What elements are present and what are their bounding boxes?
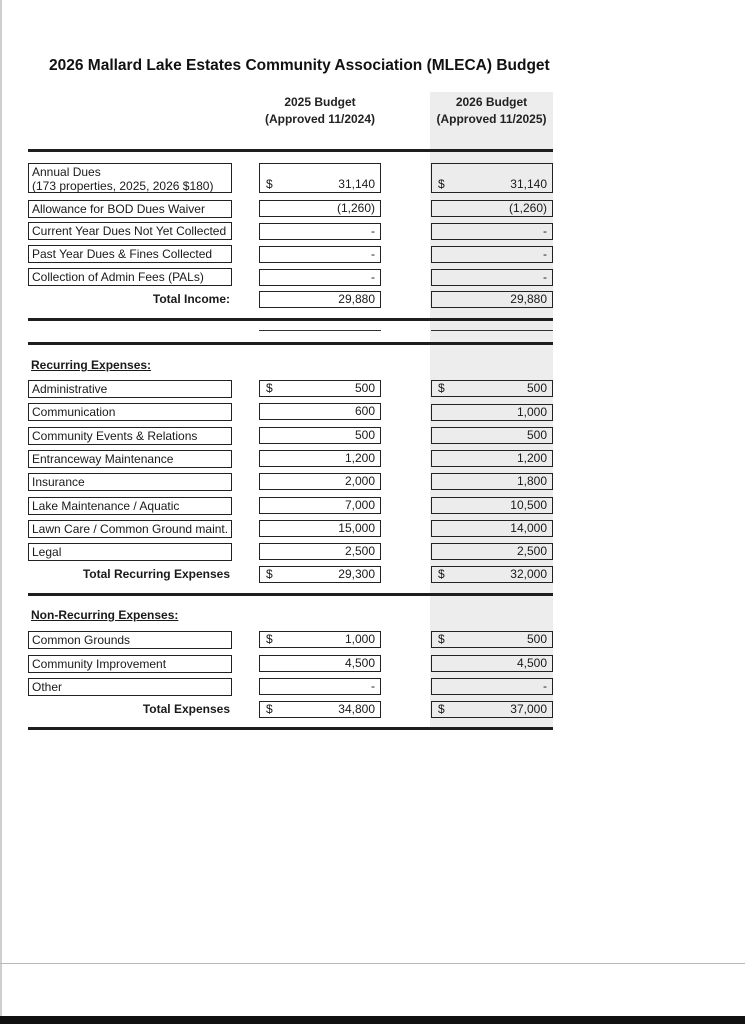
total-recurring-2025	[259, 566, 381, 583]
total-income-2025	[259, 291, 381, 308]
expense-label: Entranceway Maintenance	[28, 450, 232, 468]
document-title: 2026 Mallard Lake Estates Community Association (MLECA) Budget	[49, 57, 550, 74]
amount: 32,000	[510, 567, 547, 581]
amount: -	[371, 679, 375, 693]
expense-label: Community Events & Relations	[28, 427, 232, 445]
amount: 1,000	[344, 632, 375, 646]
expense-2025-value	[259, 520, 381, 537]
currency-symbol: $	[438, 632, 445, 646]
expense-2025-value	[259, 543, 381, 560]
header-divider	[28, 149, 553, 152]
section-divider	[28, 593, 553, 596]
expense-2025-value	[259, 450, 381, 467]
total-recurring-2026	[431, 566, 553, 583]
amount: -	[371, 247, 375, 261]
currency-symbol: $	[266, 632, 273, 646]
amount: 1,800	[516, 474, 547, 488]
expense-2026-value	[431, 520, 553, 537]
amount: -	[371, 224, 375, 238]
amount: 4,500	[344, 656, 375, 670]
expense-2026-value	[431, 678, 553, 695]
amount: 10,500	[510, 498, 547, 512]
amount: -	[543, 247, 547, 261]
total-income-2026	[431, 291, 553, 308]
amount: 1,000	[516, 405, 547, 419]
expense-label: Legal	[28, 543, 232, 561]
underline-2025	[259, 330, 381, 331]
amount: 37,000	[510, 702, 547, 716]
expense-2025-value	[259, 380, 381, 397]
column-header-2026-line2: (Approved 11/2025)	[436, 112, 547, 126]
total-expenses-2025	[259, 701, 381, 718]
amount: 500	[354, 428, 375, 442]
currency-symbol: $	[266, 381, 273, 395]
expense-label: Lawn Care / Common Ground maint.	[28, 520, 232, 538]
bottom-divider	[28, 727, 553, 730]
amount: 500	[526, 381, 547, 395]
currency-symbol: $	[438, 177, 445, 191]
expense-2025-value	[259, 427, 381, 444]
underline-2026	[431, 330, 553, 331]
expense-2026-value	[431, 450, 553, 467]
amount: 14,000	[510, 521, 547, 535]
income-2025-annual-dues	[259, 163, 381, 193]
amount: 4,500	[516, 656, 547, 670]
recurring-expenses-heading: Recurring Expenses:	[31, 358, 152, 372]
expense-label: Common Grounds	[28, 631, 232, 649]
expense-2026-value	[431, 380, 553, 397]
amount: 500	[526, 632, 547, 646]
expense-2025-value	[259, 497, 381, 514]
page-edge	[0, 0, 2, 1016]
expense-label: Administrative	[28, 380, 232, 398]
income-label: Past Year Dues & Fines Collected	[28, 245, 232, 263]
annual-dues-line1: Annual Dues	[32, 165, 101, 179]
expense-2026-value	[431, 655, 553, 672]
currency-symbol: $	[266, 702, 273, 716]
amount: 1,200	[516, 451, 547, 465]
income-2025-value	[259, 223, 381, 240]
column-header-2025	[258, 94, 382, 128]
expense-2026-value	[431, 427, 553, 444]
income-label-annual-dues	[28, 163, 232, 193]
income-2026-value	[431, 269, 553, 286]
expense-2025-value	[259, 655, 381, 672]
amount: -	[543, 679, 547, 693]
expense-2025-value	[259, 678, 381, 695]
expense-2026-value	[431, 543, 553, 560]
column-header-2026	[430, 94, 553, 128]
total-income-label: Total Income:	[152, 292, 230, 306]
amount: 31,140	[338, 177, 375, 191]
income-label: Collection of Admin Fees (PALs)	[28, 268, 232, 286]
expense-2025-value	[259, 631, 381, 648]
income-2026-value	[431, 246, 553, 263]
section-divider	[28, 318, 553, 321]
expense-label: Other	[28, 678, 232, 696]
total-expenses-2026	[431, 701, 553, 718]
amount: 500	[526, 428, 547, 442]
annual-dues-line2: (173 properties, 2025, 2026 $180)	[32, 179, 214, 193]
amount: 2,000	[344, 474, 375, 488]
column-header-2026-line1: 2026 Budget	[455, 95, 528, 109]
expense-label: Lake Maintenance / Aquatic	[28, 497, 232, 515]
total-recurring-label: Total Recurring Expenses	[82, 567, 230, 581]
amount: 31,140	[510, 177, 547, 191]
expense-2026-value	[431, 497, 553, 514]
column-header-2025-line1: 2025 Budget	[284, 95, 356, 109]
amount: 29,880	[510, 292, 547, 306]
amount: 34,800	[338, 702, 375, 716]
amount: (1,260)	[508, 201, 547, 215]
currency-symbol: $	[438, 381, 445, 395]
column-header-2025-line2: (Approved 11/2024)	[264, 112, 376, 126]
income-2026-value	[431, 223, 553, 240]
expense-label: Insurance	[28, 473, 232, 491]
amount: -	[543, 270, 547, 284]
income-2026-annual-dues	[431, 163, 553, 193]
amount: 1,200	[344, 451, 375, 465]
amount: 600	[354, 404, 375, 418]
amount: 29,880	[338, 292, 375, 306]
expense-2025-value	[259, 473, 381, 490]
income-2025-value	[259, 269, 381, 286]
income-label: Current Year Dues Not Yet Collected	[28, 222, 232, 240]
nonrecurring-expenses-heading: Non-Recurring Expenses:	[31, 608, 179, 622]
amount: 15,000	[338, 521, 375, 535]
amount: 500	[354, 381, 375, 395]
amount: 2,500	[516, 544, 547, 558]
section-divider	[28, 342, 553, 345]
amount: -	[371, 270, 375, 284]
currency-symbol: $	[438, 567, 445, 581]
expense-2025-value	[259, 403, 381, 420]
income-label: Allowance for BOD Dues Waiver	[28, 200, 232, 218]
amount: (1,260)	[336, 201, 375, 215]
expense-label: Communication	[28, 403, 232, 421]
scan-artifact-line	[0, 963, 745, 964]
expense-2026-value	[431, 404, 553, 421]
expense-2026-value	[431, 631, 553, 648]
expense-label: Community Improvement	[28, 655, 232, 673]
amount: -	[543, 224, 547, 238]
amount: 29,300	[338, 567, 375, 581]
total-expenses-label: Total Expenses	[142, 702, 230, 716]
income-2025-value	[259, 200, 381, 217]
currency-symbol: $	[266, 567, 273, 581]
amount: 2,500	[344, 544, 375, 558]
amount: 7,000	[344, 498, 375, 512]
scan-bottom-edge	[0, 1016, 745, 1024]
currency-symbol: $	[438, 702, 445, 716]
income-2026-value	[431, 200, 553, 217]
income-2025-value	[259, 246, 381, 263]
currency-symbol: $	[266, 177, 273, 191]
expense-2026-value	[431, 473, 553, 490]
